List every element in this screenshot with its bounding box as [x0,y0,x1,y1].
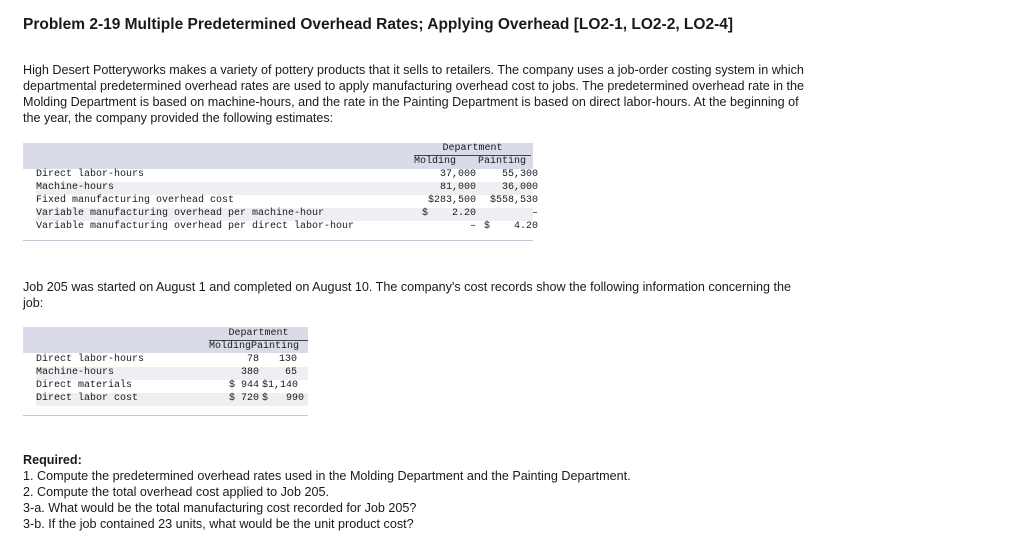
painting-value: $558,530 [489,195,538,206]
molding-value: $ 2.20 [421,208,476,219]
table-row [36,393,308,406]
painting-value: 36,000 [501,182,538,193]
molding-value: $ 944 [228,380,259,391]
required-item: 1. Compute the predetermined overhead rates used in the Molding Department and the Painting Department. [23,469,631,483]
row-label: Machine-hours [36,367,115,378]
required-item: 3-b. If the job contained 23 units, what would be the unit product cost? [23,517,414,531]
molding-value: 81,000 [439,182,476,193]
required-item: 2. Compute the total overhead cost applied to Job 205. [23,485,329,499]
row-label: Direct materials [36,380,133,391]
painting-value: – [531,208,538,219]
row-label: Variable manufacturing overhead per machine-hour [36,208,325,219]
painting-value: 55,300 [501,169,538,180]
painting-value: 130 [278,354,297,365]
job-table [23,327,308,417]
molding-value: 37,000 [439,169,476,180]
painting-value: $ 4.20 [483,221,538,232]
molding-value: – [469,221,476,232]
job-paragraph: Job 205 was started on August 1 and completed on August 10. The company's cost records show the following information concerning the job: [23,280,792,310]
molding-value: 78 [246,354,259,365]
problem-title: Problem 2-19 Multiple Predetermined Overhead Rates; Applying Overhead [LO2-1, LO2-2, LO2-4] [23,16,734,33]
intro-paragraph: High Desert Potteryworks makes a variety of pottery products that it sells to retailers. The company uses a job-order costing system in which departmental predetermined overhead rates are used to apply manufacturing overhead cost to jobs. The predetermined overhead rate in the Molding Department is based on machine-hours, and the rate in the Painting Department is based on direct labor-hours. At the beginning of the year, the company provided the following estimates: [23,63,805,125]
required-heading: Required: [23,453,82,467]
table-row [36,169,538,182]
estimates-table [23,143,538,242]
required-section [23,452,823,532]
row-label: Variable manufacturing overhead per direct labor-hour [36,221,355,232]
table-bottom-rule [23,240,533,241]
row-label: Machine-hours [36,182,115,193]
table-row [36,195,538,208]
table-row [36,380,308,393]
table-bottom-rule [23,415,308,416]
col-header-molding: Molding [414,156,457,167]
col-header-painting: Painting [478,156,527,167]
row-label: Direct labor-hours [36,354,145,365]
department-header: Department [228,328,289,339]
row-label: Direct labor-hours [36,169,145,180]
molding-value: 380 [240,367,259,378]
table-row [36,221,538,234]
department-header: Department [442,143,503,154]
molding-value: $ 720 [228,393,259,404]
table-row [36,354,308,367]
molding-value: $283,500 [427,195,476,206]
row-label: Direct labor cost [36,393,139,404]
row-label: Fixed manufacturing overhead cost [36,195,235,206]
required-item: 3-a. What would be the total manufacturing cost recorded for Job 205? [23,501,417,515]
painting-value: $ 990 [262,393,305,404]
table-row [36,182,538,195]
painting-value: 65 [284,367,297,378]
table-row [36,208,538,221]
table-row [36,367,308,380]
col-headers: MoldingPainting [209,341,300,352]
painting-value: $1,140 [262,380,299,391]
